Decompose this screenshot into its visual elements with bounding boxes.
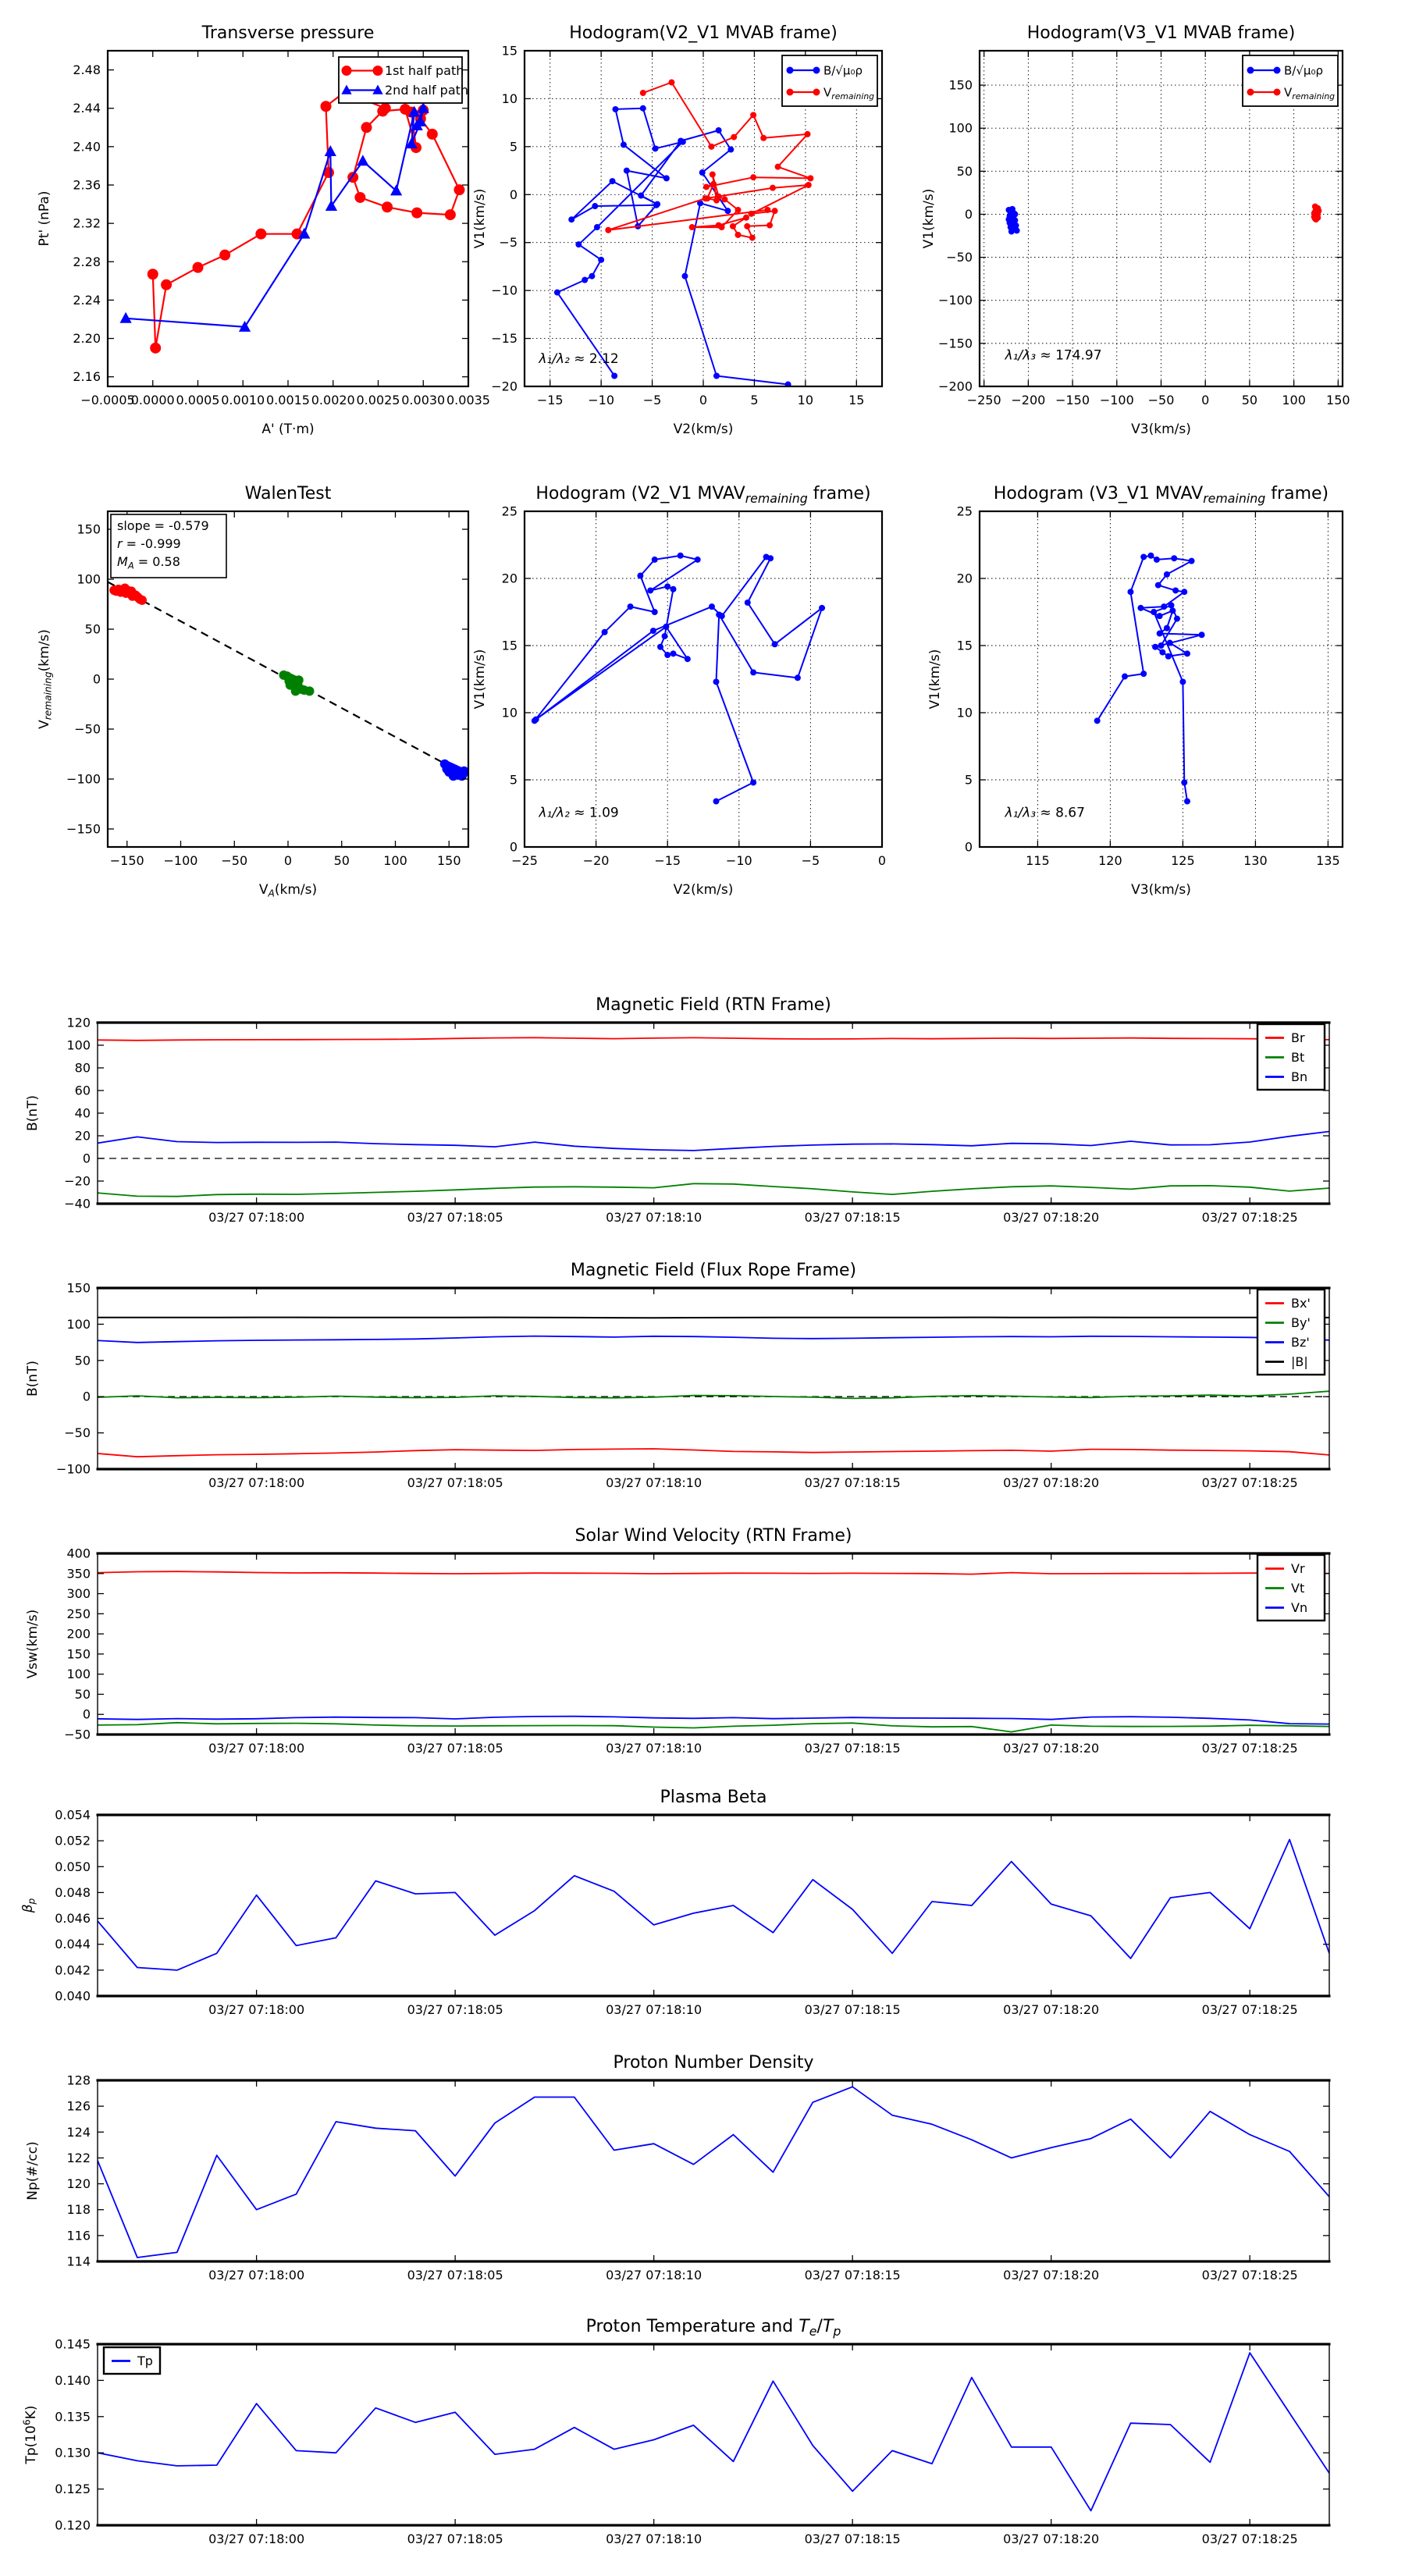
svg-text:−0.0005: −0.0005 bbox=[80, 393, 135, 407]
svg-text:WalenTest: WalenTest bbox=[244, 484, 332, 503]
svg-text:0.130: 0.130 bbox=[55, 2445, 91, 2460]
svg-text:Bn: Bn bbox=[1291, 1069, 1308, 1084]
svg-text:−20: −20 bbox=[582, 853, 610, 868]
svg-text:03/27 07:18:20: 03/27 07:18:20 bbox=[1003, 2268, 1100, 2282]
svg-text:150: 150 bbox=[948, 77, 973, 93]
svg-text:Bz': Bz' bbox=[1291, 1335, 1310, 1350]
svg-text:120: 120 bbox=[1098, 853, 1122, 868]
svg-text:slope = -0.579: slope = -0.579 bbox=[117, 518, 209, 533]
svg-text:03/27 07:18:10: 03/27 07:18:10 bbox=[606, 2532, 702, 2546]
svg-text:V1(km/s): V1(km/s) bbox=[472, 188, 488, 249]
svg-text:Proton Number Density: Proton Number Density bbox=[613, 2053, 814, 2073]
svg-text:0: 0 bbox=[509, 187, 518, 202]
svg-text:0.048: 0.048 bbox=[55, 1884, 91, 1900]
svg-text:100: 100 bbox=[948, 120, 973, 136]
svg-text:λ₁/λ₂ ≈ 2.12: λ₁/λ₂ ≈ 2.12 bbox=[539, 350, 619, 367]
svg-text:λ₁/λ₂ ≈ 1.09: λ₁/λ₂ ≈ 1.09 bbox=[539, 805, 619, 821]
svg-text:50: 50 bbox=[333, 853, 350, 868]
svg-text:0.120: 0.120 bbox=[55, 2517, 91, 2533]
svg-text:0: 0 bbox=[82, 1706, 91, 1722]
svg-text:Vsw(km/s): Vsw(km/s) bbox=[25, 1609, 41, 1679]
svg-text:0.0000: 0.0000 bbox=[130, 393, 175, 407]
svg-text:Magnetic Field (RTN Frame): Magnetic Field (RTN Frame) bbox=[596, 995, 831, 1015]
svg-text:150: 150 bbox=[66, 1280, 91, 1296]
svg-text:126: 126 bbox=[66, 2098, 91, 2114]
svg-text:120: 120 bbox=[66, 2176, 91, 2192]
svg-text:−100: −100 bbox=[66, 771, 101, 787]
svg-text:135: 135 bbox=[1316, 853, 1340, 868]
svg-text:03/27 07:18:10: 03/27 07:18:10 bbox=[606, 2002, 702, 2017]
svg-text:2.16: 2.16 bbox=[73, 369, 101, 385]
svg-text:−50: −50 bbox=[64, 1425, 91, 1441]
svg-text:0.046: 0.046 bbox=[55, 1911, 91, 1927]
svg-text:114: 114 bbox=[66, 2254, 91, 2269]
svg-text:0: 0 bbox=[82, 1389, 91, 1404]
svg-text:350: 350 bbox=[66, 1566, 91, 1582]
svg-text:−15: −15 bbox=[536, 393, 564, 407]
svg-text:0: 0 bbox=[964, 839, 973, 855]
svg-text:0: 0 bbox=[964, 206, 973, 222]
svg-text:0.042: 0.042 bbox=[55, 1962, 91, 1978]
svg-text:−150: −150 bbox=[1055, 393, 1090, 407]
svg-text:0: 0 bbox=[699, 393, 708, 407]
svg-text:A' (T·m): A' (T·m) bbox=[261, 422, 315, 437]
svg-text:−50: −50 bbox=[946, 250, 973, 265]
svg-text:03/27 07:18:25: 03/27 07:18:25 bbox=[1201, 2002, 1298, 2017]
svg-text:2.20: 2.20 bbox=[73, 331, 101, 347]
svg-text:Vremaining: $V_{remaining}$ bbox=[1284, 85, 1336, 101]
svg-text:0.0035: 0.0035 bbox=[446, 393, 490, 407]
svg-text:−100: −100 bbox=[56, 1461, 91, 1477]
svg-text:2.28: 2.28 bbox=[73, 254, 101, 269]
svg-text:Bt: Bt bbox=[1291, 1050, 1305, 1065]
svg-text:Vn: Vn bbox=[1291, 1600, 1308, 1615]
svg-text:0.0020: 0.0020 bbox=[311, 393, 355, 407]
svg-text:V2(km/s): V2(km/s) bbox=[673, 882, 734, 898]
svg-text:Tp: Tp bbox=[137, 2354, 153, 2368]
svg-text:1st half path: 1st half path bbox=[385, 63, 464, 78]
svg-text:−50: −50 bbox=[74, 721, 101, 737]
svg-text:−150: −150 bbox=[109, 853, 144, 868]
svg-text:0: 0 bbox=[877, 853, 887, 868]
svg-text:−10: −10 bbox=[491, 283, 518, 298]
svg-text:03/27 07:18:15: 03/27 07:18:15 bbox=[804, 2002, 901, 2017]
svg-text:300: 300 bbox=[66, 1586, 91, 1602]
svg-text:0.0030: 0.0030 bbox=[401, 393, 446, 407]
svg-text:B(nT): B(nT) bbox=[25, 1094, 41, 1132]
svg-text:2.44: 2.44 bbox=[73, 101, 101, 116]
svg-text:150: 150 bbox=[1326, 393, 1350, 407]
svg-text:03/27 07:18:15: 03/27 07:18:15 bbox=[804, 1210, 901, 1225]
svg-text:Bx': Bx' bbox=[1291, 1296, 1311, 1311]
svg-text:03/27 07:18:10: 03/27 07:18:10 bbox=[606, 1475, 702, 1490]
svg-text:−150: −150 bbox=[66, 821, 101, 837]
svg-text:100: 100 bbox=[383, 853, 407, 868]
svg-text:Pt' (nPa): Pt' (nPa) bbox=[37, 190, 52, 247]
svg-text:10: 10 bbox=[501, 91, 518, 106]
svg-text:20: 20 bbox=[956, 571, 973, 586]
svg-text:−250: −250 bbox=[966, 393, 1001, 407]
svg-text:Solar Wind Velocity (RTN Frame: Solar Wind Velocity (RTN Frame) bbox=[574, 1526, 852, 1546]
svg-text:B(nT): B(nT) bbox=[25, 1360, 41, 1397]
svg-text:80: 80 bbox=[74, 1060, 91, 1076]
svg-text:03/27 07:18:20: 03/27 07:18:20 bbox=[1003, 2532, 1100, 2546]
svg-text:15: 15 bbox=[956, 638, 973, 653]
svg-text:B/√μ₀ρ: B/√μ₀ρ bbox=[823, 63, 863, 78]
svg-text:50: 50 bbox=[74, 1353, 91, 1368]
svg-text:λ₁/λ₃ ≈ 174.97: λ₁/λ₃ ≈ 174.97 bbox=[1005, 347, 1102, 364]
svg-text:VA(km/s): $V_A(km/s)$ bbox=[258, 882, 318, 899]
svg-text:Magnetic Field (Flux Rope Fram: Magnetic Field (Flux Rope Frame) bbox=[570, 1261, 857, 1280]
svg-text:−15: −15 bbox=[654, 853, 681, 868]
svg-text:03/27 07:18:15: 03/27 07:18:15 bbox=[804, 2268, 901, 2282]
svg-text:03/27 07:18:20: 03/27 07:18:20 bbox=[1003, 1475, 1100, 1490]
svg-text:Hodogram(V2_V1 MVAB frame): Hodogram(V2_V1 MVAB frame) bbox=[569, 23, 838, 43]
svg-text:MA = 0.58: $M_A = 0.58$ bbox=[117, 554, 180, 571]
svg-text:−20: −20 bbox=[64, 1173, 91, 1189]
svg-text:150: 150 bbox=[76, 521, 101, 537]
svg-text:V2(km/s): V2(km/s) bbox=[673, 422, 734, 437]
svg-text:Np(#/cc): Np(#/cc) bbox=[25, 2141, 41, 2201]
svg-text:λ₁/λ₃ ≈ 8.67: λ₁/λ₃ ≈ 8.67 bbox=[1005, 805, 1085, 821]
svg-text:60: 60 bbox=[74, 1083, 91, 1098]
svg-text:0: 0 bbox=[509, 839, 518, 855]
svg-text:5: 5 bbox=[509, 772, 518, 788]
svg-text:Hodogram (V2_V1 MVAVremaining: Hodogram (V2_V1 $MVAV_{remaining}$ frame) bbox=[535, 484, 871, 506]
svg-text:100: 100 bbox=[66, 1037, 91, 1053]
svg-text:03/27 07:18:10: 03/27 07:18:10 bbox=[606, 1741, 702, 1756]
svg-text:By': By' bbox=[1291, 1315, 1311, 1330]
svg-text:200: 200 bbox=[66, 1626, 91, 1642]
svg-text:−50: −50 bbox=[1147, 393, 1175, 407]
svg-text:118: 118 bbox=[66, 2202, 91, 2218]
svg-text:03/27 07:18:00: 03/27 07:18:00 bbox=[208, 2002, 305, 2017]
svg-text:|B|: |B| bbox=[1291, 1354, 1308, 1369]
svg-text:Tp(106K): $Tp(10^6K)$ bbox=[21, 2405, 39, 2464]
svg-text:03/27 07:18:25: 03/27 07:18:25 bbox=[1201, 1741, 1298, 1756]
svg-text:124: 124 bbox=[66, 2124, 91, 2140]
svg-text:−200: −200 bbox=[1011, 393, 1046, 407]
svg-text:03/27 07:18:10: 03/27 07:18:10 bbox=[606, 1210, 702, 1225]
svg-text:0.050: 0.050 bbox=[55, 1859, 91, 1874]
svg-text:115: 115 bbox=[1026, 853, 1050, 868]
svg-text:5: 5 bbox=[509, 139, 518, 155]
svg-text:03/27 07:18:00: 03/27 07:18:00 bbox=[208, 1210, 305, 1225]
svg-text:03/27 07:18:00: 03/27 07:18:00 bbox=[208, 1475, 305, 1490]
svg-text:−150: −150 bbox=[938, 336, 973, 351]
svg-text:50: 50 bbox=[84, 621, 101, 637]
svg-text:V1(km/s): V1(km/s) bbox=[921, 188, 937, 249]
svg-text:0: 0 bbox=[1201, 393, 1210, 407]
svg-text:Plasma Beta: Plasma Beta bbox=[660, 1788, 767, 1807]
svg-text:100: 100 bbox=[66, 1667, 91, 1682]
svg-text:V1(km/s): V1(km/s) bbox=[472, 649, 488, 710]
svg-text:03/27 07:18:25: 03/27 07:18:25 bbox=[1201, 2268, 1298, 2282]
svg-text:−40: −40 bbox=[64, 1196, 91, 1212]
svg-text:0.040: 0.040 bbox=[55, 1988, 91, 2004]
svg-text:r = -0.999: r = -0.999 bbox=[117, 536, 181, 551]
svg-text:03/27 07:18:20: 03/27 07:18:20 bbox=[1003, 2002, 1100, 2017]
svg-text:Transverse pressure: Transverse pressure bbox=[201, 23, 375, 43]
svg-text:20: 20 bbox=[501, 571, 518, 586]
svg-text:Br: Br bbox=[1291, 1030, 1305, 1045]
svg-text:10: 10 bbox=[797, 393, 814, 407]
svg-text:Vremaining: $V_{remaining}$ bbox=[823, 85, 875, 101]
svg-text:Hodogram (V3_V1 MVAVremaining: Hodogram (V3_V1 $MVAV_{remaining}$ frame) bbox=[993, 484, 1329, 506]
svg-text:03/27 07:18:05: 03/27 07:18:05 bbox=[407, 2532, 503, 2546]
svg-text:2.24: 2.24 bbox=[73, 292, 101, 308]
svg-text:128: 128 bbox=[66, 2073, 91, 2088]
svg-text:−100: −100 bbox=[938, 293, 973, 308]
svg-text:125: 125 bbox=[1171, 853, 1195, 868]
svg-text:Vremaining(km/s): $V_{remaining}(km/s)$ bbox=[37, 629, 54, 729]
svg-text:0.145: 0.145 bbox=[55, 2336, 91, 2352]
svg-text:0.0005: 0.0005 bbox=[176, 393, 220, 407]
svg-text:03/27 07:18:05: 03/27 07:18:05 bbox=[407, 1475, 503, 1490]
svg-text:0.0025: 0.0025 bbox=[356, 393, 400, 407]
svg-text:03/27 07:18:00: 03/27 07:18:00 bbox=[208, 2532, 305, 2546]
svg-text:50: 50 bbox=[74, 1686, 91, 1702]
svg-text:03/27 07:18:25: 03/27 07:18:25 bbox=[1201, 2532, 1298, 2546]
svg-text:03/27 07:18:15: 03/27 07:18:15 bbox=[804, 2532, 901, 2546]
svg-text:−25: −25 bbox=[511, 853, 538, 868]
svg-text:0: 0 bbox=[92, 671, 101, 687]
svg-text:50: 50 bbox=[956, 163, 973, 179]
svg-text:−10: −10 bbox=[725, 853, 752, 868]
svg-text:−50: −50 bbox=[64, 1727, 91, 1742]
svg-text:03/27 07:18:25: 03/27 07:18:25 bbox=[1201, 1210, 1298, 1225]
svg-text:0.0015: 0.0015 bbox=[266, 393, 310, 407]
svg-text:V3(km/s): V3(km/s) bbox=[1131, 882, 1191, 898]
svg-text:15: 15 bbox=[848, 393, 865, 407]
svg-text:−20: −20 bbox=[491, 379, 518, 394]
svg-text:Vr: Vr bbox=[1291, 1561, 1305, 1576]
svg-text:0: 0 bbox=[283, 853, 293, 868]
svg-text:10: 10 bbox=[956, 705, 973, 720]
svg-text:−15: −15 bbox=[491, 331, 518, 347]
svg-text:Hodogram(V3_V1 MVAB frame): Hodogram(V3_V1 MVAB frame) bbox=[1026, 23, 1296, 43]
svg-text:03/27 07:18:00: 03/27 07:18:00 bbox=[208, 2268, 305, 2282]
svg-text:βp: $\beta_p$ bbox=[20, 1898, 37, 1913]
svg-text:−100: −100 bbox=[163, 853, 198, 868]
svg-text:0.135: 0.135 bbox=[55, 2409, 91, 2425]
svg-text:V3(km/s): V3(km/s) bbox=[1131, 422, 1191, 437]
svg-text:0.052: 0.052 bbox=[55, 1833, 91, 1848]
svg-text:20: 20 bbox=[74, 1128, 91, 1144]
svg-text:100: 100 bbox=[76, 571, 101, 587]
svg-text:−50: −50 bbox=[221, 853, 248, 868]
svg-text:10: 10 bbox=[501, 705, 518, 720]
svg-text:0.044: 0.044 bbox=[55, 1937, 91, 1952]
svg-text:−5: −5 bbox=[499, 235, 518, 251]
svg-text:2nd half path: 2nd half path bbox=[385, 83, 469, 98]
svg-text:50: 50 bbox=[1241, 393, 1258, 407]
svg-text:15: 15 bbox=[501, 638, 518, 653]
svg-text:Proton Temperature and Te/Tp: Proton Temperature and $T_e/T_p$ bbox=[585, 2317, 841, 2339]
svg-text:03/27 07:18:15: 03/27 07:18:15 bbox=[804, 1741, 901, 1756]
svg-text:400: 400 bbox=[66, 1546, 91, 1561]
svg-text:03/27 07:18:05: 03/27 07:18:05 bbox=[407, 2002, 503, 2017]
svg-text:−100: −100 bbox=[1099, 393, 1134, 407]
svg-text:03/27 07:18:10: 03/27 07:18:10 bbox=[606, 2268, 702, 2282]
svg-text:−200: −200 bbox=[938, 379, 973, 394]
svg-text:B/√μ₀ρ: B/√μ₀ρ bbox=[1284, 63, 1323, 78]
svg-text:0.140: 0.140 bbox=[55, 2372, 91, 2388]
svg-text:03/27 07:18:05: 03/27 07:18:05 bbox=[407, 2268, 503, 2282]
svg-text:2.48: 2.48 bbox=[73, 62, 101, 78]
svg-text:03/27 07:18:20: 03/27 07:18:20 bbox=[1003, 1741, 1100, 1756]
svg-text:2.32: 2.32 bbox=[73, 215, 101, 231]
svg-text:15: 15 bbox=[501, 43, 518, 59]
svg-text:0: 0 bbox=[82, 1151, 91, 1166]
svg-text:25: 25 bbox=[956, 503, 973, 519]
svg-text:Vt: Vt bbox=[1291, 1581, 1305, 1596]
svg-text:250: 250 bbox=[66, 1606, 91, 1621]
svg-text:0.054: 0.054 bbox=[55, 1807, 91, 1823]
svg-text:40: 40 bbox=[74, 1105, 91, 1121]
svg-text:100: 100 bbox=[66, 1316, 91, 1332]
svg-text:150: 150 bbox=[66, 1646, 91, 1662]
svg-text:−5: −5 bbox=[642, 393, 662, 407]
svg-text:5: 5 bbox=[964, 772, 973, 788]
svg-text:2.36: 2.36 bbox=[73, 177, 101, 193]
svg-text:100: 100 bbox=[1282, 393, 1306, 407]
svg-text:0.125: 0.125 bbox=[55, 2482, 91, 2497]
svg-text:150: 150 bbox=[436, 853, 461, 868]
svg-text:0.0010: 0.0010 bbox=[221, 393, 265, 407]
svg-text:130: 130 bbox=[1243, 853, 1268, 868]
svg-text:03/27 07:18:00: 03/27 07:18:00 bbox=[208, 1741, 305, 1756]
svg-text:120: 120 bbox=[66, 1015, 91, 1030]
svg-text:−5: −5 bbox=[801, 853, 820, 868]
svg-text:5: 5 bbox=[750, 393, 759, 407]
svg-text:03/27 07:18:05: 03/27 07:18:05 bbox=[407, 1210, 503, 1225]
svg-text:03/27 07:18:20: 03/27 07:18:20 bbox=[1003, 1210, 1100, 1225]
svg-text:−10: −10 bbox=[588, 393, 615, 407]
svg-text:25: 25 bbox=[501, 503, 518, 519]
svg-text:03/27 07:18:25: 03/27 07:18:25 bbox=[1201, 1475, 1298, 1490]
svg-text:03/27 07:18:15: 03/27 07:18:15 bbox=[804, 1475, 901, 1490]
svg-text:116: 116 bbox=[66, 2228, 91, 2243]
svg-text:V1(km/s): V1(km/s) bbox=[927, 649, 943, 710]
svg-text:122: 122 bbox=[66, 2150, 91, 2165]
svg-text:2.40: 2.40 bbox=[73, 139, 101, 155]
svg-text:03/27 07:18:05: 03/27 07:18:05 bbox=[407, 1741, 503, 1756]
